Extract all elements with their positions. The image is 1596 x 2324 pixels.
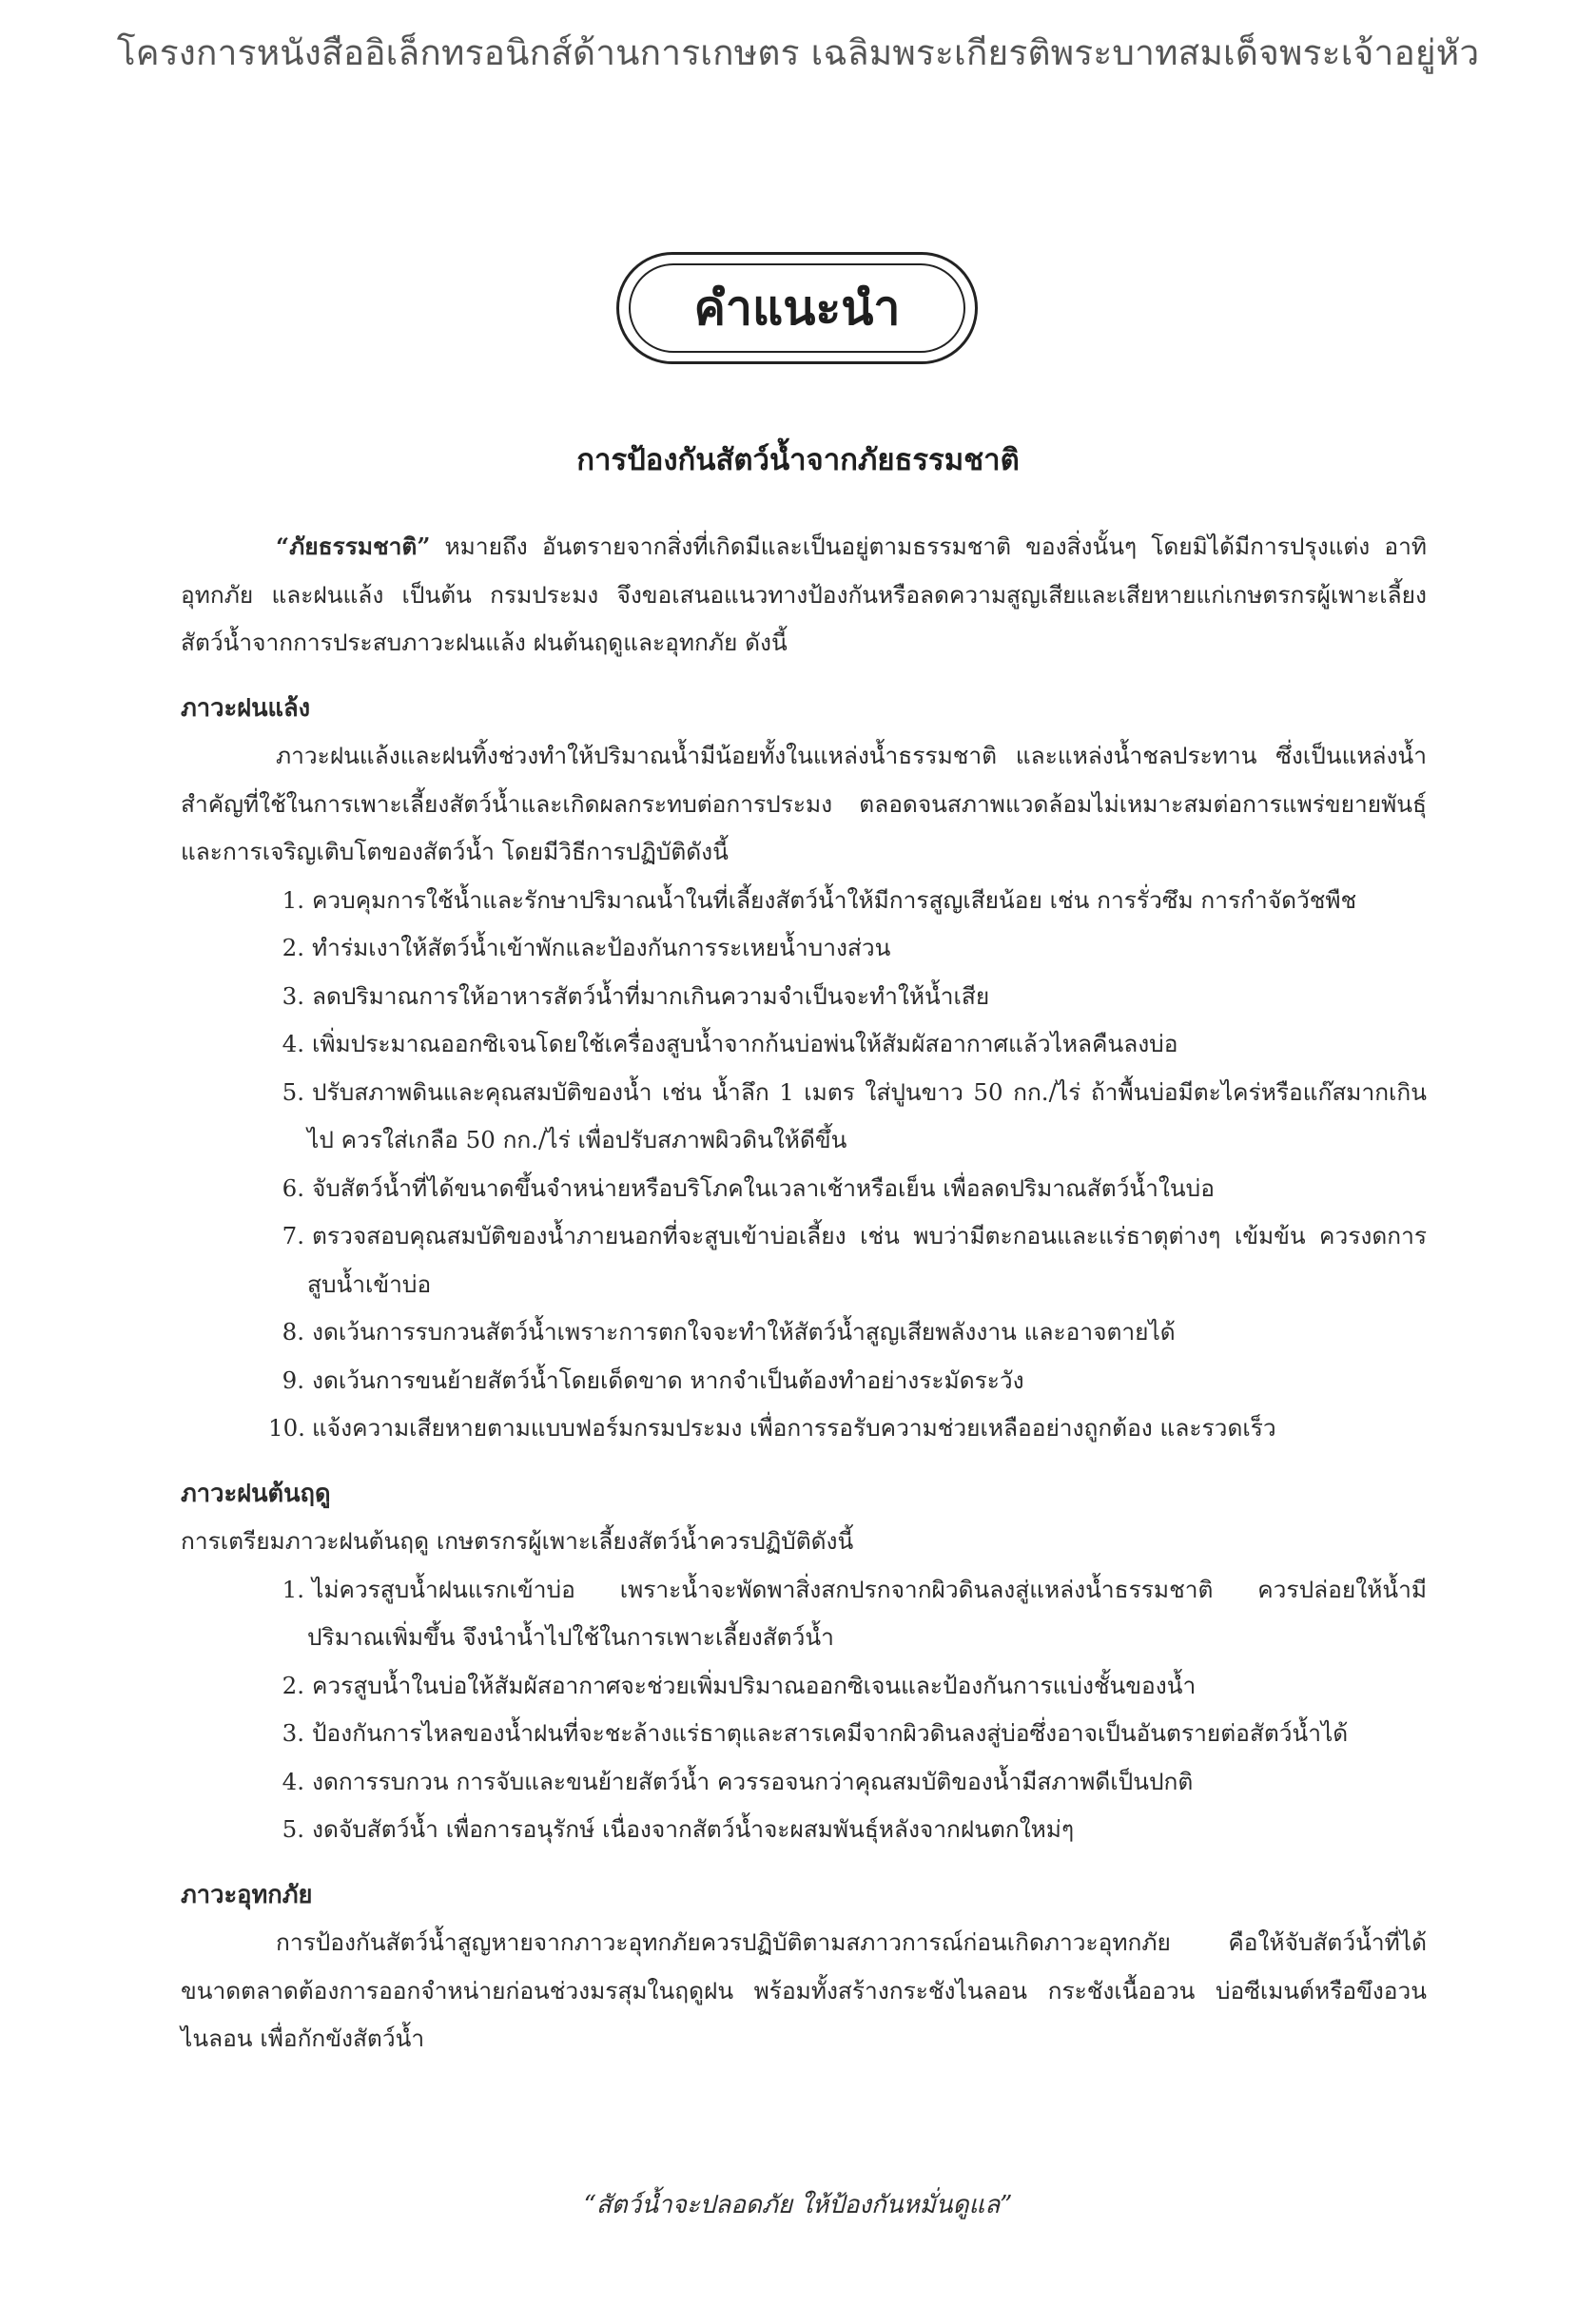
intro-text: หมายถึง อันตรายจากสิ่งที่เกิดมีและเป็นอยู่ตามธรรมชาติ ของสิ่งนั้นๆ โดยมิได้มีการปรุงแต่ง อาทิ อุทกภัย และฝนแล้ง เป็นต้น กรมประมง จึงขอเสนอแนวทางป้องกันหรือลดความสูญเสียและเสียหายแก่เกษตรกรผู้เพาะเลี้ยง สัตว์น้ำจากการประสบภาวะฝนแล้ง ฝนต้นฤดูและอุทกภัย ดังนี้ <box>181 533 1427 656</box>
flood-paragraph: การป้องกันสัตว์น้ำสูญหายจากภาวะอุทกภัยควรปฏิบัติตามสภาวการณ์ก่อนเกิดภาวะอุทกภัย คือให้จับสัตว์น้ำที่ได้ขนาดตลาดต้องการออกจำหน่ายก่อนช่วงมรสุมในฤดูฝน พร้อมทั้งสร้างกระชังไนลอน กระชังเนื้ออวน บ่อซีเมนต์หรือขึงอวนไนลอน เพื่อกักขังสัตว์น้ำ <box>181 1928 1427 2052</box>
list-item <box>181 1758 1427 1807</box>
item-text: ทำร่มเงาให้สัตว์น้ำเข้าพักและป้องกันการระเหยน้ำบางส่วน <box>312 934 891 961</box>
item-text: เพิ่มประมาณออกซิเจนโดยใช้เครื่องสูบน้ำจากก้นบ่อพ่นให้สัมผัสอากาศแล้วไหลคืนลงบ่อ <box>312 1030 1178 1057</box>
title-badge <box>616 252 978 364</box>
item-text: งดจับสัตว์น้ำ เพื่อการอนุรักษ์ เนื่องจากสัตว์น้ำจะผสมพันธุ์หลังจากฝนตกใหม่ๆ <box>312 1815 1075 1843</box>
document-subtitle: การป้องกันสัตว์น้ำจากภัยธรรมชาติ <box>576 443 1020 477</box>
list-item <box>181 1566 1427 1662</box>
item-text: แจ้งความเสียหายตามแบบฟอร์มกรมประมง เพื่อการรอรับความช่วยเหลืออย่างถูกต้อง และรวดเร็ว <box>312 1414 1276 1442</box>
title-badge-label: คำแนะนำ <box>693 279 901 336</box>
intro-term: “ภัยธรรมชาติ” <box>276 533 431 560</box>
flood-heading: ภาวะอุทกภัย <box>181 1880 313 1909</box>
list-item <box>181 1806 1427 1854</box>
list-item <box>181 1662 1427 1711</box>
item-number: 4. <box>282 1030 304 1057</box>
item-number: 1. <box>282 1575 304 1603</box>
item-number: 5. <box>282 1077 304 1106</box>
item-number: 7. <box>282 1222 304 1249</box>
item-number: 8. <box>282 1318 304 1346</box>
item-text: ลดปริมาณการให้อาหารสัตว์น้ำที่มากเกินความจำเป็นจะทำให้น้ำเสีย <box>312 981 990 1010</box>
item-text: งดเว้นการรบกวนสัตว์น้ำเพราะการตกใจจะทำให้สัตว์น้ำสูญเสียพลังงาน และอาจตายได้ <box>312 1318 1176 1346</box>
early-rain-heading: ภาวะฝนต้นฤดู <box>181 1479 331 1508</box>
item-text: ปรับสภาพดินและคุณสมบัติของน้ำ เช่น น้ำลึก 1 เมตร ใส่ปูนขาว 50 กก./ไร่ ถ้าพื้นบ่อมีตะไคร่หรือแก๊สมากเกินไป ควรใส่เกลือ 50 กก./ไร่ เพื่อปรับสภาพผิวดินให้ดีขึ้น <box>307 1077 1427 1153</box>
list-item <box>181 877 1427 925</box>
list-item <box>181 1165 1427 1213</box>
item-text: ไม่ควรสูบน้ำฝนแรกเข้าบ่อ เพราะน้ำจะพัดพาสิ่งสกปรกจากผิวดินลงสู่แหล่งน้ำธรรมชาติ ควรปล่อยให้น้ำมีปริมาณเพิ่มขึ้น จึงนำน้ำไปใช้ในการเพาะเลี้ยงสัตว์น้ำ <box>307 1575 1427 1651</box>
item-text: งดการรบกวน การจับและขนย้ายสัตว์น้ำ ควรรอจนกว่าคุณสมบัติของน้ำมีสภาพดีเป็นปกติ <box>312 1767 1194 1795</box>
item-number: 4. <box>282 1767 304 1795</box>
list-item <box>181 1710 1427 1758</box>
early-rain-intro: การเตรียมภาวะฝนต้นฤดู เกษตรกรผู้เพาะเลี้ยงสัตว์น้ำควรปฏิบัติดังนี้ <box>181 1527 854 1555</box>
drought-list <box>181 877 1427 1453</box>
drought-intro: ภาวะฝนแล้งและฝนทิ้งช่วงทำให้ปริมาณน้ำมีน้อยทั้งในแหล่งน้ำธรรมชาติ และแหล่งน้ำชลประทาน ซึ่งเป็นแหล่งน้ำสำคัญที่ใช้ในการเพาะเลี้ยงสัตว์น้ำและเกิดผลกระทบต่อการประมง ตลอดจนสภาพแวดล้อมไม่เหมาะสมต่อการแพร่ขยายพันธุ์ และการเจริญเติบโตของสัตว์น้ำ โดยมีวิธีการปฏิบัติดังนี้ <box>181 742 1427 865</box>
item-text: ตรวจสอบคุณสมบัติของน้ำภายนอกที่จะสูบเข้าบ่อเลี้ยง เช่น พบว่ามีตะกอนและแร่ธาตุต่างๆ เข้มข้น ควรงดการสูบน้ำเข้าบ่อ <box>307 1222 1427 1298</box>
list-item <box>181 1308 1427 1357</box>
item-number: 3. <box>282 981 304 1010</box>
title-badge-inner <box>629 263 965 353</box>
intro-paragraph <box>181 523 1427 668</box>
item-number: 6. <box>282 1173 304 1202</box>
item-text: ควรสูบน้ำในบ่อให้สัมผัสอากาศจะช่วยเพิ่มปริมาณออกซิเจนและป้องกันการแบ่งชั้นของน้ำ <box>312 1671 1197 1699</box>
item-number: 10. <box>268 1414 305 1442</box>
item-number: 9. <box>282 1365 304 1394</box>
item-text: จับสัตว์น้ำที่ได้ขนาดขึ้นจำหน่ายหรือบริโภคในเวลาเช้าหรือเย็น เพื่อลดปริมาณสัตว์น้ำในบ่อ <box>312 1173 1215 1202</box>
item-number: 3. <box>282 1719 304 1747</box>
project-header: โครงการหนังสืออิเล็กทรอนิกส์ด้านการเกษตร เฉลิมพระเกียรติพระบาทสมเด็จพระเจ้าอยู่หัว <box>116 32 1480 73</box>
item-number: 1. <box>282 885 304 914</box>
item-text: งดเว้นการขนย้ายสัตว์น้ำโดยเด็ดขาด หากจำเป็นต้องทำอย่างระมัดระวัง <box>312 1365 1024 1394</box>
item-text: ป้องกันการไหลของน้ำฝนที่จะชะล้างแร่ธาตุและสารเคมีจากผิวดินลงสู่บ่อซึ่งอาจเป็นอันตรายต่อสัตว์น้ำได้ <box>312 1719 1349 1747</box>
list-item <box>181 1212 1427 1308</box>
list-item <box>181 1020 1427 1069</box>
item-number: 5. <box>282 1815 304 1843</box>
document-body <box>181 523 1427 2063</box>
early-rain-list <box>181 1566 1427 1854</box>
drought-heading: ภาวะฝนแล้ง <box>181 693 311 723</box>
list-item <box>181 1357 1427 1405</box>
item-number: 2. <box>282 934 304 961</box>
list-item <box>181 1069 1427 1165</box>
list-item <box>181 973 1427 1021</box>
footer-quote: “สัตว์น้ำจะปลอดภัย ให้ป้องกันหมั่นดูแล” <box>583 2191 1013 2219</box>
list-item <box>181 1404 1427 1453</box>
list-item <box>181 924 1427 973</box>
item-text: ควบคุมการใช้น้ำและรักษาปริมาณน้ำในที่เลี้ยงสัตว์น้ำให้มีการสูญเสียน้อย เช่น การรั่วซึม การกำจัดวัชพืช <box>312 885 1357 914</box>
item-number: 2. <box>282 1671 304 1699</box>
